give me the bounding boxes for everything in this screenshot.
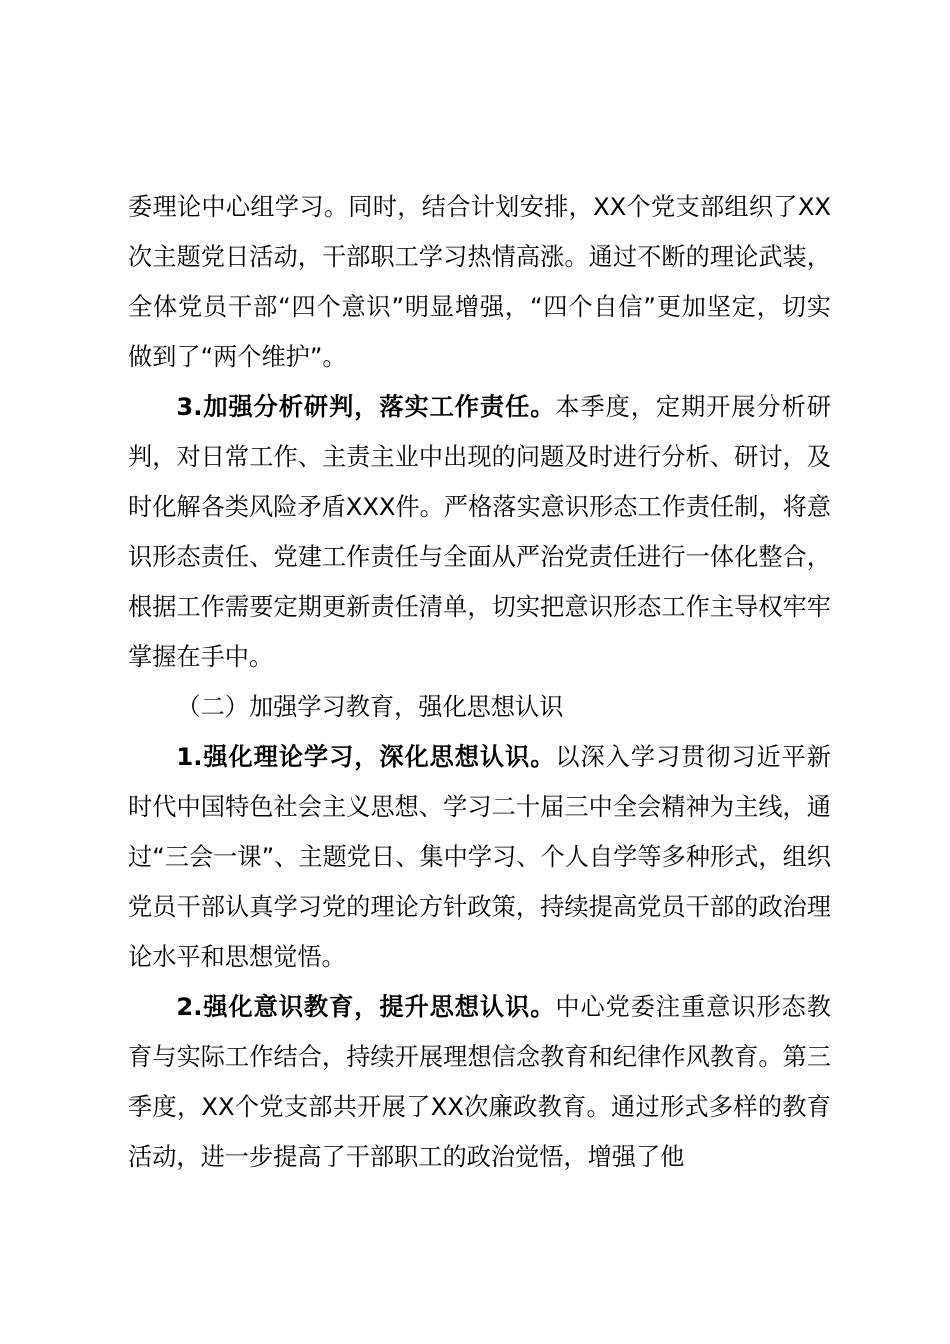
paragraph-text: 委理论中心组学习。同时，结合计划安排，XX个党支部组织了XX次主题党日活动，干部职工学习热情高涨。通过不断的理论武装，全体党员干部“四个意识”明显增强，“四个自信”更加坚定，切实做到了“两个维护”。 <box>128 193 831 371</box>
paragraph-analysis-responsibility <box>128 382 831 682</box>
section-heading-3: 3.加强分析研判，落实工作责任。 <box>176 393 556 421</box>
paragraph-ideology-education <box>128 982 831 1182</box>
section-heading-2: 2.强化意识教育，提升思想认识。 <box>176 993 556 1021</box>
subsection-title-2 <box>128 682 831 732</box>
document-body <box>128 182 831 1182</box>
paragraph-text: 以深入学习贯彻习近平新时代中国特色社会主义思想、学习二十届三中全会精神为主线，通过“三会一课”、主题党日、集中学习、个人自学等多种形式，组织党员干部认真学习党的理论方针政策，持续提高党员干部的政治理论水平和思想觉悟。 <box>128 743 831 971</box>
paragraph-text: 本季度，定期开展分析研判，对日常工作、主责主业中出现的问题及时进行分析、研讨，及时化解各类风险矛盾XXX件。严格落实意识形态工作责任制，将意识形态责任、党建工作责任与全面从严治党责任进行一体化整合，根据工作需要定期更新责任清单，切实把意识形态工作主导权牢牢掌握在手中。 <box>128 393 831 671</box>
paragraph-text: 中心党委注重意识形态教育与实际工作结合，持续开展理想信念教育和纪律作风教育。第三季度，XX个党支部共开展了XX次廉政教育。通过形式多样的教育活动，进一步提高了干部职工的政治觉悟，增强了他 <box>128 993 831 1171</box>
subsection-title-text: （二）加强学习教育，强化思想认识 <box>176 693 564 721</box>
paragraph-theory-study <box>128 732 831 982</box>
section-heading-1: 1.强化理论学习，深化思想认识。 <box>176 743 556 771</box>
paragraph-study-continuation <box>128 182 831 382</box>
